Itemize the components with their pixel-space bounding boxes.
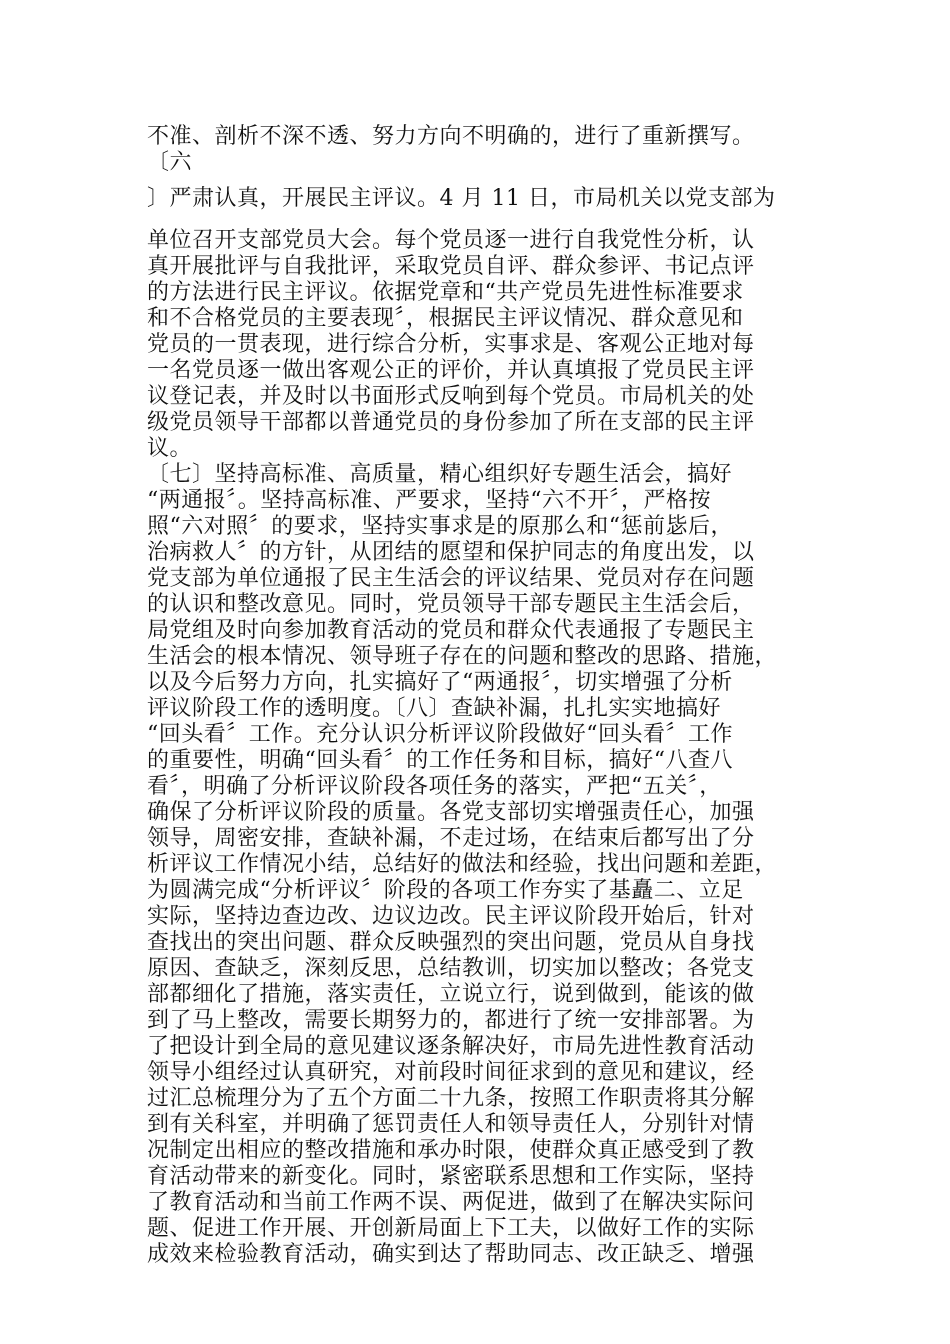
text-line: 的认识和整改意见。同时，党员领导干部专题民主生活会后， [147, 592, 755, 617]
text-line: “两通报〞。坚持高标准、严要求，坚持“六不开〞，严格按 [147, 488, 711, 513]
text-line: 了教育活动和当前工作两不误、两促进，做到了在解决实际问 [147, 1190, 755, 1215]
text-line: 到有关科室，并明确了惩罚责任人和领导责任人，分别针对情 [147, 1112, 755, 1137]
text-line: 确保了分析评议阶段的质量。各党支部切实增强责任心，加强 [147, 800, 755, 825]
text-line: 为圆满完成“分析评议〞阶段的各项工作夯实了基矗二、立足 [147, 878, 744, 903]
text-line: 不准、剖析不深不透、努力方向不明确的，进行了重新撰写。 [147, 124, 755, 149]
text-line: 和不合格党员的主要表现〞，根据民主评议情况、群众意见和 [147, 306, 744, 331]
text-line: 实际，坚持边查边改、边议边改。民主评议阶段开始后，针对 [147, 904, 755, 929]
text-line: 了把设计到全局的意见建议逐条解决好，市局先进性教育活动 [147, 1034, 755, 1059]
text-line: 局党组及时向参加教育活动的党员和群众代表通报了专题民主 [147, 618, 755, 643]
text-line: 查找出的突出问题、群众反映强烈的突出问题，党员从自身找 [147, 930, 755, 955]
text-line: 〔六 [147, 150, 193, 175]
text-line: 党支部为单位通报了民主生活会的评议结果、党员对存在问题 [147, 566, 755, 591]
text-line: 治病救人〞的方针，从团结的愿望和保护同志的角度出发，以 [147, 540, 755, 565]
text-line: 议。 [147, 436, 193, 461]
text-line: 部都细化了措施，落实责任，立说立行，说到做到，能该的做 [147, 982, 755, 1007]
text-line: 析评议工作情况小结，总结好的做法和经验，找出问题和差距， [147, 852, 778, 877]
text-line: “回头看〞工作。充分认识分析评议阶段做好“回头看〞工作 [147, 722, 733, 747]
text-line: 党员的一贯表现，进行综合分析，实事求是、客观公正地对每 [147, 332, 755, 357]
text-line: 〕严肃认真，开展民主评议。4 月 11 日，市局机关以党支部为 [147, 186, 776, 211]
text-line: 看〞，明确了分析评议阶段各项任务的落实，严把“五关〞， [147, 774, 722, 799]
text-line: 题、促进工作开展、开创新局面上下工夫，以做好工作的实际 [147, 1216, 755, 1241]
text-line: 到了马上整改，需要长期努力的，都进行了统一安排部署。为 [147, 1008, 755, 1033]
text-line: 〔七〕坚持高标准、高质量，精心组织好专题生活会，搞好 [147, 462, 733, 487]
text-line: 级党员领导干部都以普通党员的身份参加了所在支部的民主评 [147, 410, 755, 435]
text-line: 的重要性，明确“回头看〞的工作任务和目标，搞好“八查八 [147, 748, 733, 773]
text-line: 育活动带来的新变化。同时，紧密联系思想和工作实际，坚持 [147, 1164, 755, 1189]
text-line: 真开展批评与自我批评，采取党员自评、群众参评、书记点评 [147, 254, 755, 279]
text-line: 照“六对照〞的要求，坚持实事求是的原那么和“惩前毖后， [147, 514, 733, 539]
text-line: 况制定出相应的整改措施和承办时限，使群众真正感受到了教 [147, 1138, 755, 1163]
text-line: 过汇总梳理分为了五个方面二十九条，按照工作职责将其分解 [147, 1086, 755, 1111]
text-line: 评议阶段工作的透明度。〔八〕查缺补漏，扎扎实实地搞好 [147, 696, 722, 721]
text-line: 生活会的根本情况、领导班子存在的问题和整改的思路、措施， [147, 644, 778, 669]
text-line: 领导，周密安排，查缺补漏，不走过场，在结束后都写出了分 [147, 826, 755, 851]
text-line: 原因、查缺乏，深刻反思，总结教训，切实加以整改；各党支 [147, 956, 755, 981]
text-line: 领导小组经过认真研究，对前段时间征求到的意见和建议，经 [147, 1060, 755, 1085]
text-line: 以及今后努力方向，扎实搞好了“两通报〞，切实增强了分析 [147, 670, 733, 695]
text-line: 议登记表，并及时以书面形式反响到每个党员。市局机关的处 [147, 384, 755, 409]
text-line: 单位召开支部党员大会。每个党员逐一进行自我党性分析，认 [147, 228, 755, 253]
text-line: 一名党员逐一做出客观公正的评价，并认真填报了党员民主评 [147, 358, 755, 383]
text-line: 的方法进行民主评议。依据党章和“共产党员先进性标准要求 [147, 280, 744, 305]
text-line: 成效来检验教育活动，确实到达了帮助同志、改正缺乏、增强 [147, 1242, 755, 1267]
